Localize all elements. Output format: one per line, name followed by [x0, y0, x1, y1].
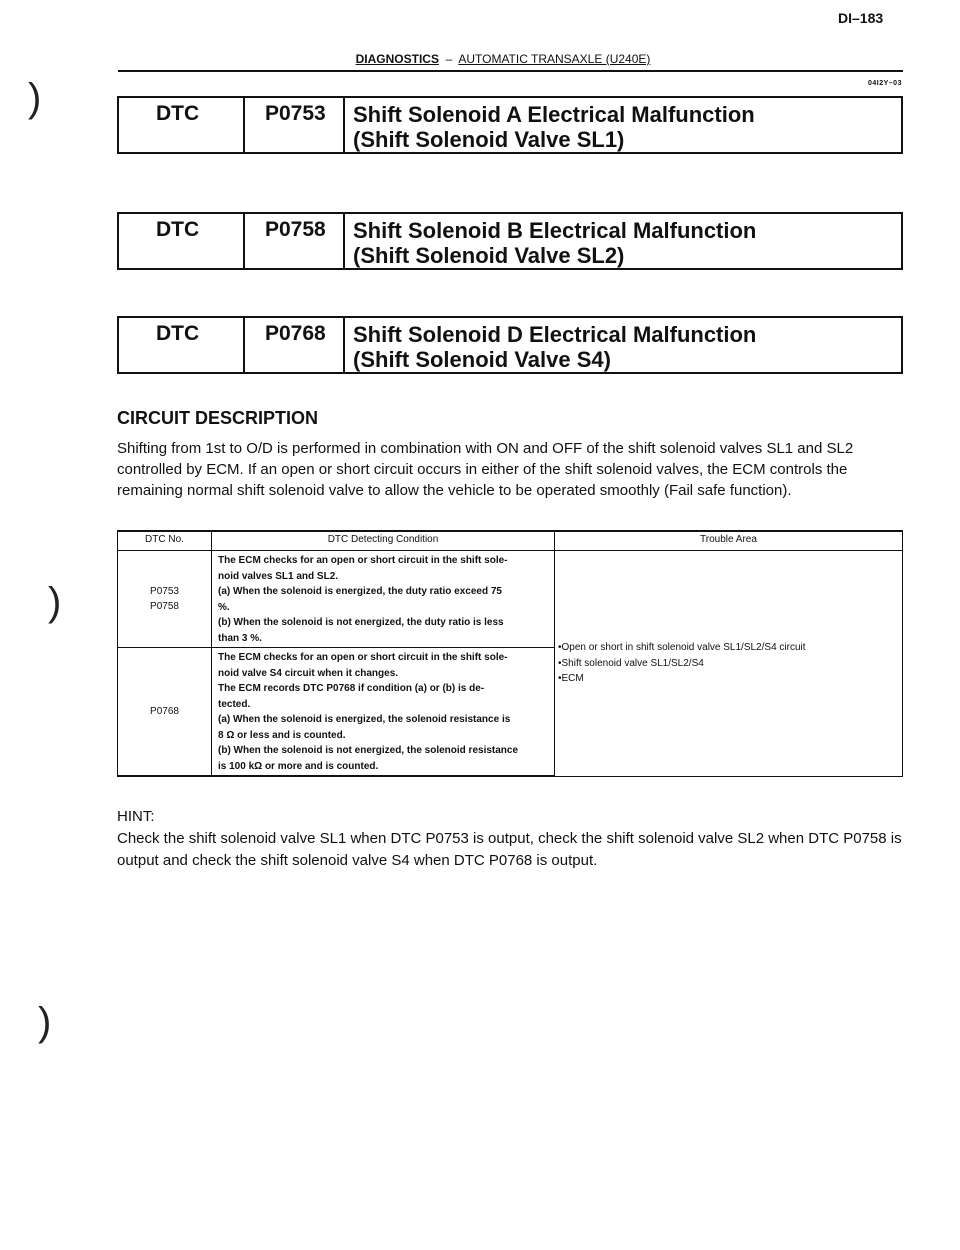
dtc-label: DTC [119, 214, 245, 268]
dtc-code: P0758 [245, 214, 345, 268]
dtc-box-p0768 [117, 316, 903, 374]
condition-line: %. [218, 601, 230, 613]
header-section: DIAGNOSTICS [355, 52, 439, 66]
circuit-description-text: Shifting from 1st to O/D is performed in combination with ON and OFF of the shift solenoid valves SL1 and SL2 controlled by ECM. If an open or short circuit occurs in either of the shift solenoid valves, the ECM controls the remaining normal shift solenoid valve to allow the vehicle to be operated smoothly (Fail safe function). [117, 440, 854, 499]
document-code-mark: 04I2Y–03 [868, 80, 902, 87]
dtc-title [345, 214, 901, 268]
condition-line: The ECM checks for an open or short circuit in the shift sole- [218, 652, 508, 663]
dtc-title-line1: Shift Solenoid B Electrical Malfunction [353, 218, 757, 243]
binding-mark: ) [38, 1000, 52, 1044]
dtc-no-cell [118, 551, 212, 648]
binding-mark: ) [28, 76, 42, 120]
circuit-description-title: CIRCUIT DESCRIPTION [117, 408, 319, 428]
dtc-title [345, 98, 901, 152]
table-header-row [118, 531, 903, 551]
dtc-code: P0753 [245, 98, 345, 152]
dtc-no-cell [118, 648, 212, 777]
condition-line: The ECM checks for an open or short circuit in the shift sole- [218, 555, 508, 566]
dtc-label: DTC [119, 98, 245, 152]
table-row [118, 551, 903, 648]
dtc-code: P0768 [245, 318, 345, 372]
condition-line: is 100 kΩ or more and is counted. [218, 760, 379, 772]
condition-cell [212, 551, 555, 648]
condition-cell [212, 648, 555, 777]
dtc-title-line1: Shift Solenoid D Electrical Malfunction [353, 322, 757, 347]
condition-line: (b) When the solenoid is not energized, the solenoid resistance [218, 745, 519, 756]
trouble-area-item: •Shift solenoid valve SL1/SL2/S4 [558, 657, 704, 669]
dtc-no: P0753 [150, 585, 179, 597]
page-header [118, 52, 888, 66]
condition-line: noid valves SL1 and SL2. [218, 570, 339, 582]
trouble-area-cell [555, 551, 903, 777]
condition-line: (a) When the solenoid is energized, the solenoid resistance is [218, 714, 511, 725]
condition-line: than 3 %. [218, 632, 262, 644]
dtc-no: P0758 [150, 601, 179, 612]
dtc-title-line2: (Shift Solenoid Valve S4) [353, 347, 611, 372]
condition-line: noid valve S4 circuit when it changes. [218, 667, 399, 679]
page-number: DI–183 [838, 10, 884, 26]
dtc-title-line2: (Shift Solenoid Valve SL1) [353, 127, 625, 152]
trouble-area-item: •Open or short in shift solenoid valve SL1/SL2/S4 circuit [558, 642, 806, 653]
header-separator: – [445, 52, 453, 66]
condition-line: (b) When the solenoid is not energized, the duty ratio is less [218, 617, 504, 628]
hint-text: Check the shift solenoid valve SL1 when DTC P0753 is output, check the shift solenoid valve SL2 when DTC P0758 is output and check the shift solenoid valve S4 when DTC P0768 is output. [117, 830, 902, 869]
dtc-box-p0758 [117, 212, 903, 270]
dtc-box-p0753 [117, 96, 903, 154]
condition-line: (a) When the solenoid is energized, the duty ratio exceed 75 [218, 586, 502, 597]
header-rule [118, 70, 903, 72]
condition-line: The ECM records DTC P0768 if condition (a) or (b) is de- [218, 683, 485, 694]
dtc-title-line1: Shift Solenoid A Electrical Malfunction [353, 102, 755, 127]
dtc-title [345, 318, 901, 372]
hint-label: HINT: [117, 808, 155, 825]
dtc-label: DTC [119, 318, 245, 372]
column-header-trouble-area: Trouble Area [555, 531, 903, 551]
column-header-dtc-no: DTC No. [118, 531, 212, 551]
header-subsection: AUTOMATIC TRANSAXLE (U240E) [458, 52, 651, 66]
dtc-no: P0768 [150, 705, 179, 717]
trouble-area-item: •ECM [558, 673, 584, 684]
column-header-condition: DTC Detecting Condition [212, 531, 555, 551]
dtc-title-line2: (Shift Solenoid Valve SL2) [353, 243, 625, 268]
condition-line: tected. [218, 698, 251, 710]
binding-mark: ) [48, 580, 62, 624]
dtc-condition-table [117, 530, 903, 777]
condition-line: 8 Ω or less and is counted. [218, 729, 346, 741]
